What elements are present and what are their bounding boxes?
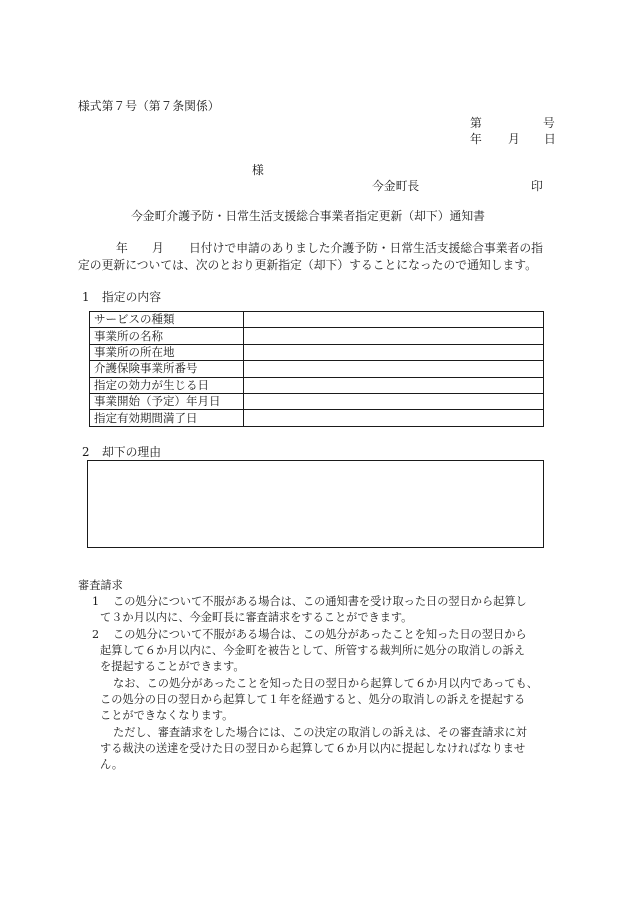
note-nao-line: ことができなくなります。 bbox=[100, 709, 234, 722]
table-row bbox=[90, 410, 544, 426]
section-1-title: 指定の内容 bbox=[102, 290, 161, 304]
table-row bbox=[90, 393, 544, 409]
review-item-1-number: 1 bbox=[92, 595, 100, 608]
row-value bbox=[244, 312, 544, 328]
section-2-title: 却下の理由 bbox=[102, 445, 161, 459]
row-value bbox=[244, 410, 544, 426]
addressee-suffix: 様 bbox=[252, 163, 264, 177]
table-row bbox=[90, 312, 544, 328]
review-heading: 審査請求 bbox=[78, 579, 123, 592]
body-month: 月 bbox=[152, 241, 164, 255]
section-2-number: 2 bbox=[82, 445, 90, 459]
date-month: 月 bbox=[508, 132, 520, 146]
body-line-2: 定の更新については、次のとおり更新指定（却下）することになったので通知します。 bbox=[78, 258, 537, 272]
note-tadashi-line: する裁決の送達を受けた日の翌日から起算して６か月以内に提起しなければなりませ bbox=[100, 742, 526, 755]
review-item-2-line: この処分について不服がある場合は、この処分があったことを知った日の翌日から bbox=[113, 628, 527, 641]
table-row bbox=[90, 344, 544, 360]
section-1-number: 1 bbox=[82, 290, 90, 304]
note-nao-line: この処分の日の翌日から起算して１年を経過すると、処分の取消しの訴えを提起する bbox=[100, 693, 526, 706]
doc-number-suffix: 号 bbox=[543, 116, 555, 130]
rejection-reason-box bbox=[87, 460, 544, 548]
row-label: 介護保険事業所番号 bbox=[90, 361, 244, 377]
row-label: 事業所の所在地 bbox=[90, 344, 244, 360]
review-item-1-line: て３か月以内に、今金町長に審査請求をすることができます。 bbox=[100, 611, 413, 624]
body-line-1: 日付けで申請のありました介護予防・日常生活支援総合事業者の指 bbox=[189, 241, 543, 255]
row-label: 事業開始（予定）年月日 bbox=[90, 393, 244, 409]
note-tadashi-line: ん。 bbox=[100, 758, 124, 771]
doc-number-prefix: 第 bbox=[470, 116, 482, 130]
row-value bbox=[244, 377, 544, 393]
document-title: 今金町介護予防・日常生活支援総合事業者指定更新（却下）通知書 bbox=[131, 209, 485, 223]
row-label: 指定有効期間満了日 bbox=[90, 410, 244, 426]
table-row bbox=[90, 377, 544, 393]
seal-mark: 印 bbox=[531, 179, 543, 193]
date-year: 年 bbox=[470, 132, 482, 146]
review-item-2-line: を提起することができます。 bbox=[100, 660, 245, 673]
row-label: 指定の効力が生じる日 bbox=[90, 377, 244, 393]
row-value bbox=[244, 344, 544, 360]
issuer-name: 今金町長 bbox=[372, 179, 420, 193]
form-number: 様式第７号（第７条関係） bbox=[78, 99, 220, 113]
note-nao-line: なお、この処分があったことを知った日の翌日から起算して６か月以内であっても、 bbox=[113, 677, 538, 690]
row-value bbox=[244, 328, 544, 344]
row-label: サービスの種類 bbox=[90, 312, 244, 328]
table-row bbox=[90, 361, 544, 377]
row-label: 事業所の名称 bbox=[90, 328, 244, 344]
row-value bbox=[244, 361, 544, 377]
review-item-1-line: この処分について不服がある場合は、この通知書を受け取った日の翌日から起算し bbox=[113, 595, 527, 608]
date-day: 日 bbox=[544, 132, 556, 146]
table-row bbox=[90, 328, 544, 344]
body-year: 年 bbox=[116, 241, 128, 255]
designation-table bbox=[89, 311, 544, 427]
review-item-2-line: 起算して６か月以内に、今金町を被告として、所管する裁判所に処分の取消しの訴え bbox=[100, 644, 525, 657]
review-item-2-number: 2 bbox=[92, 628, 100, 641]
note-tadashi-line: ただし、審査請求をした場合には、この決定の取消しの訴えは、その審査請求に対 bbox=[113, 726, 527, 739]
row-value bbox=[244, 393, 544, 409]
